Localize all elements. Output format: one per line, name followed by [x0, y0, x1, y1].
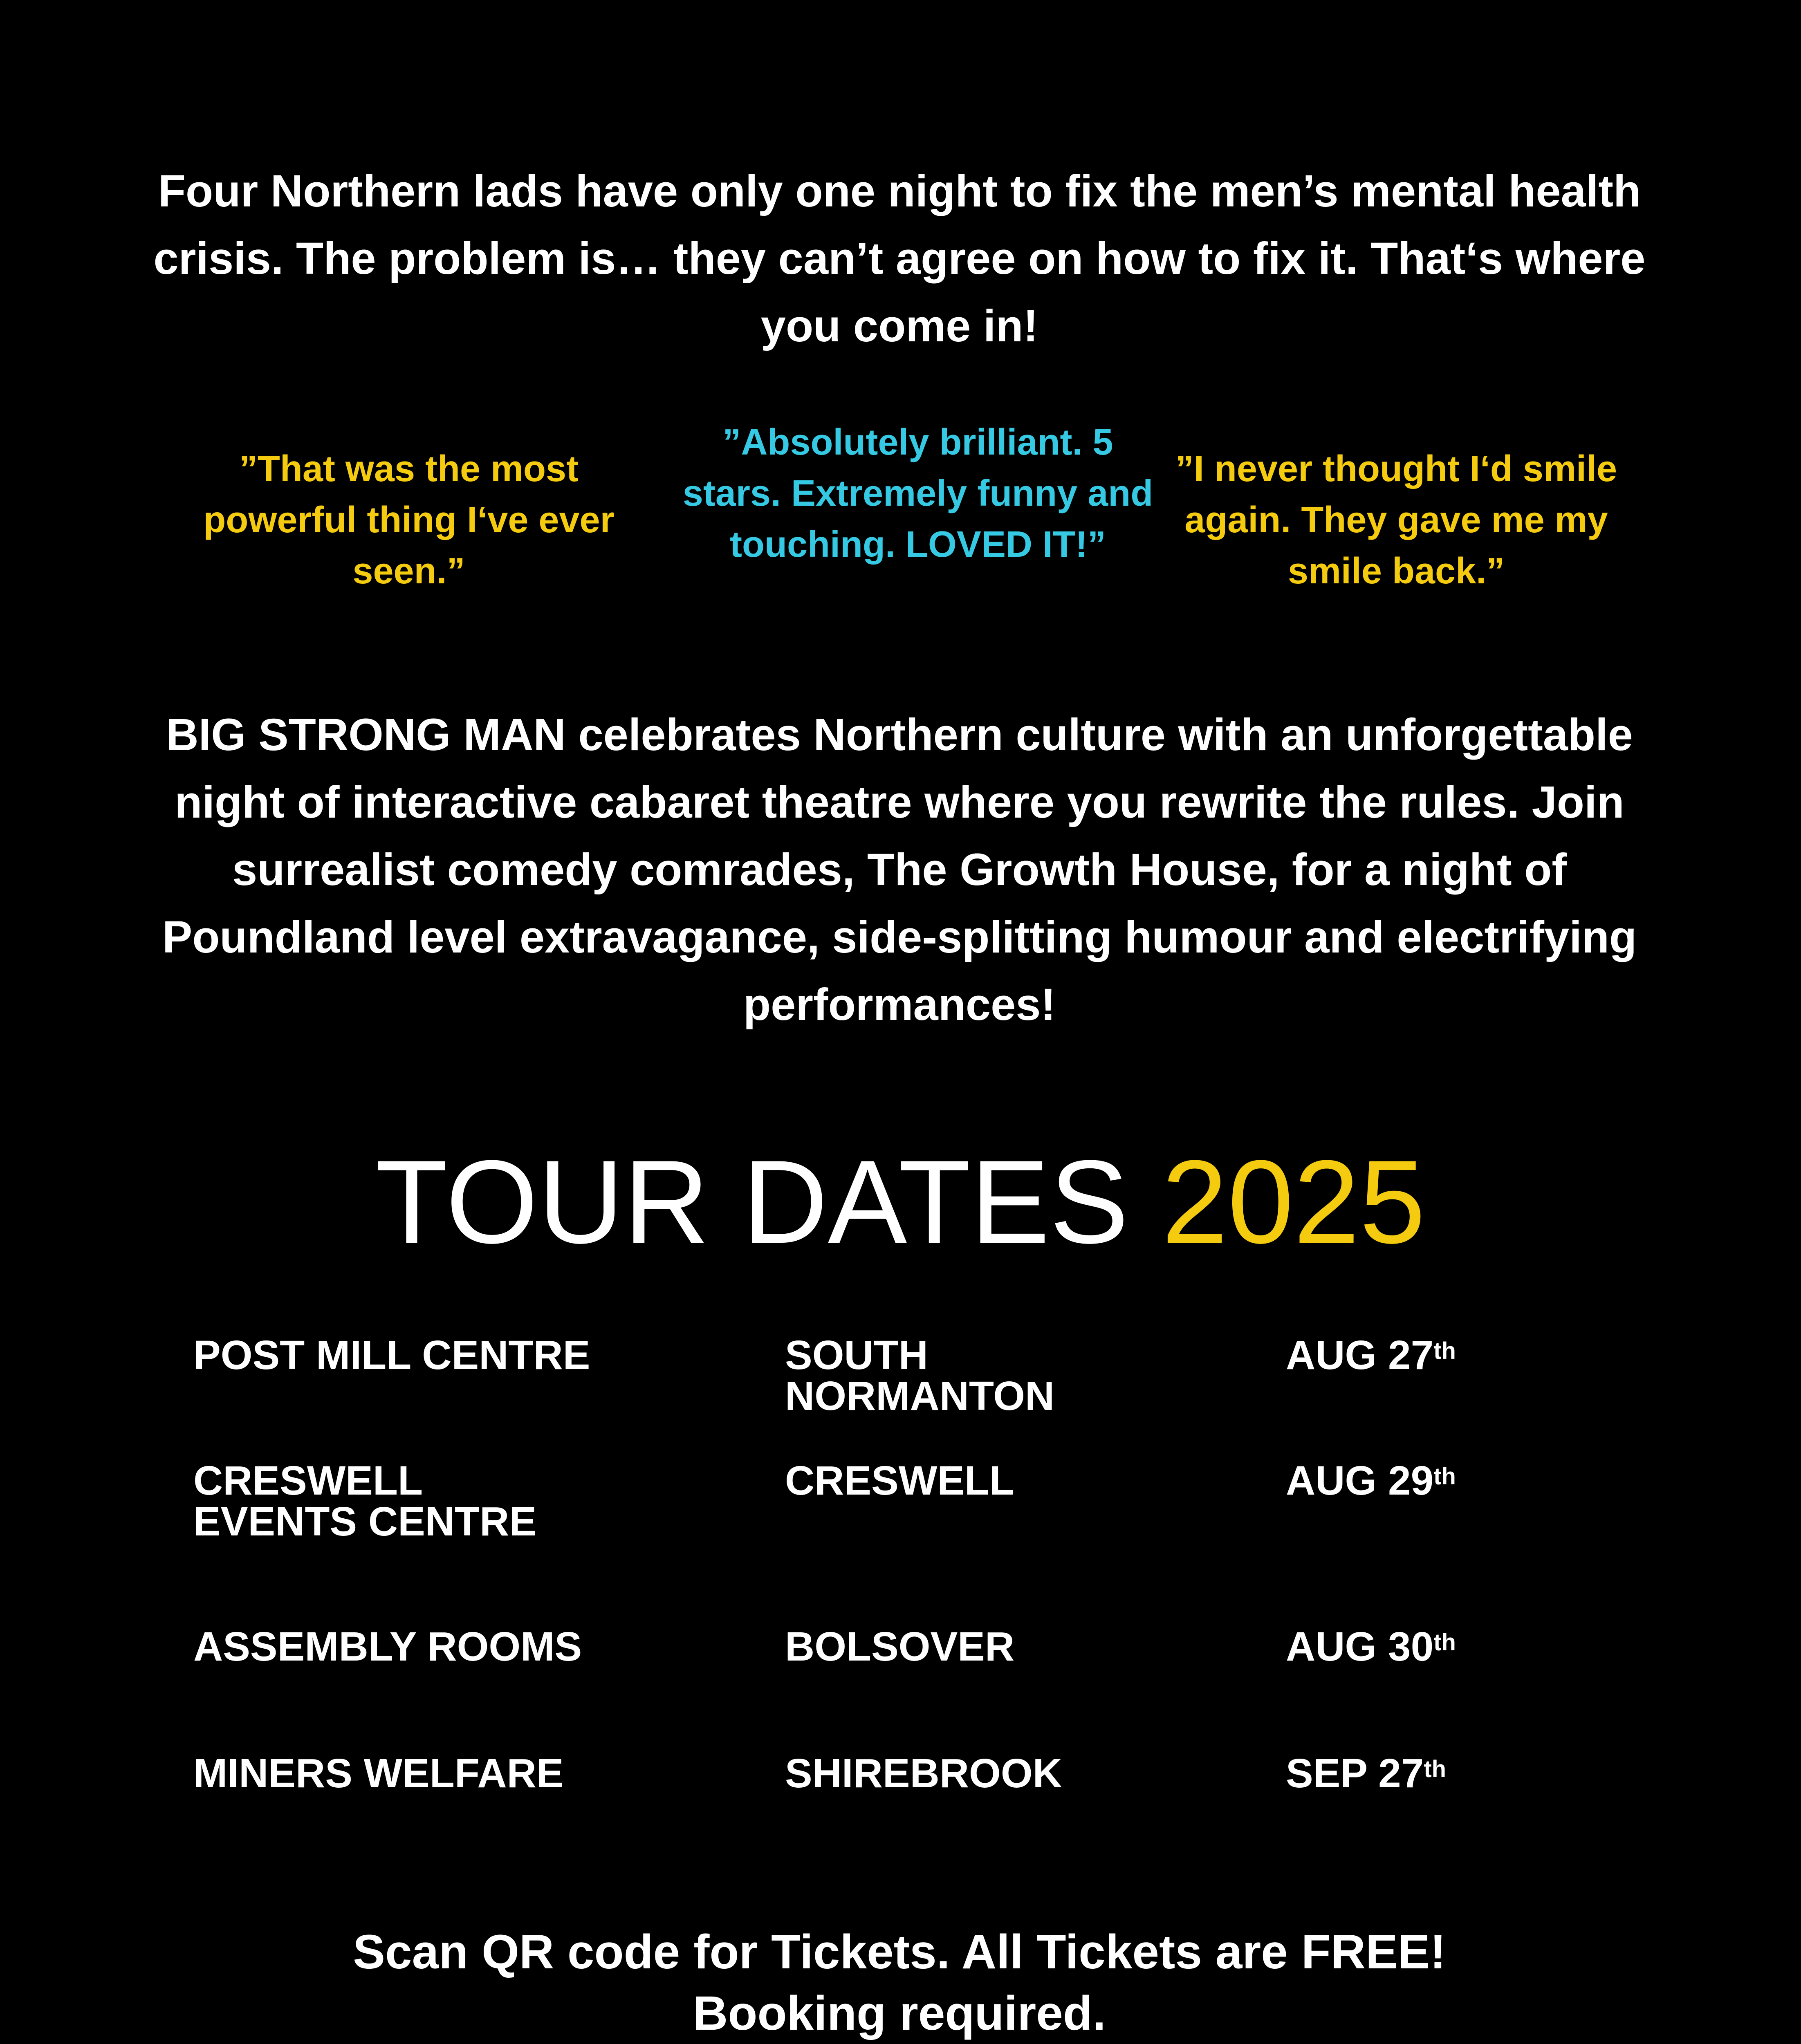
- venue: CRESWELL EVENTS CENTRE: [193, 1458, 537, 1544]
- ticket-line-1: Scan QR code for Tickets. All Tickets are FREE!: [353, 1925, 1446, 1979]
- tour-dates-heading: [0, 1136, 1801, 1267]
- town: SOUTH NORMANTON: [785, 1332, 1055, 1419]
- review-quote-1: ”That was the most powerful thing I‘ve ever seen.”: [203, 448, 615, 592]
- venue: POST MILL CENTRE: [193, 1332, 590, 1378]
- date: AUG 29th: [1286, 1458, 1456, 1504]
- review-quote-2: ”Absolutely brilliant. 5 stars. Extremely funny and touching. LOVED IT!”: [682, 422, 1153, 565]
- venue: ASSEMBLY ROOMS: [193, 1624, 582, 1670]
- intro-text: Four Northern lads have only one night to fix the men’s mental health crisis. The problem is… they can’t agree on how to fix it. That‘s where you come in!: [153, 166, 1646, 351]
- review-quote-3: ”I never thought I‘d smile again. They gave me my smile back.”: [1175, 448, 1617, 592]
- show-description: BIG STRONG MAN celebrates Northern culture with an unforgettable night of interactive cabaret theatre where you rewrite the rules. Join surrealist comedy comrades, The Growth House, for a night of Poundland level extravagance, side-splitting humour and electrifying performances!: [162, 710, 1637, 1030]
- town: BOLSOVER: [785, 1624, 1015, 1670]
- tour-year: 2025: [1162, 1136, 1426, 1268]
- town: CRESWELL: [785, 1458, 1015, 1504]
- town: SHIREBROOK: [785, 1750, 1062, 1796]
- ticket-info: [139, 1921, 1660, 2044]
- date: AUG 27th: [1286, 1332, 1456, 1378]
- ticket-line-2: Booking required.: [693, 1986, 1106, 2040]
- date: SEP 27th: [1286, 1750, 1447, 1796]
- tour-heading-text: TOUR DATES: [375, 1136, 1129, 1268]
- venue: MINERS WELFARE: [193, 1750, 564, 1796]
- date: AUG 30th: [1286, 1624, 1456, 1670]
